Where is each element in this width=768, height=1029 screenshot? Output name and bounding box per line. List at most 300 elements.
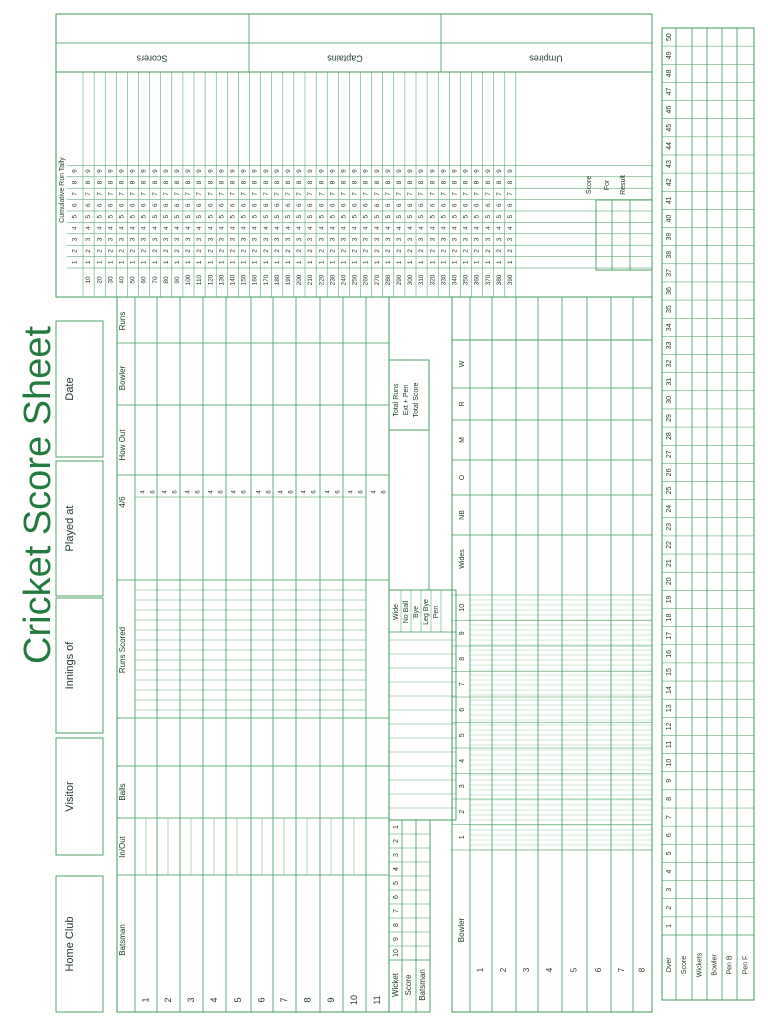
tally-digit: 3: [229, 237, 237, 242]
tally-digit: 8: [462, 180, 470, 185]
tally-digit: 3: [151, 237, 159, 242]
tally-row-label: 370: [484, 274, 492, 286]
tally-digit: 8: [396, 180, 404, 185]
tally-digit: 7: [251, 192, 259, 196]
tally-digit: 8: [373, 180, 381, 185]
tally-digit: 7: [296, 192, 304, 196]
tally-digit: 2: [107, 249, 115, 253]
over-summary-number: 46: [665, 105, 673, 114]
overs-label-3: Bowler: [711, 954, 719, 976]
over-summary-number: 50: [665, 33, 673, 41]
tally-row-label: 390: [507, 274, 515, 286]
tally-row-label: 300: [407, 274, 415, 286]
tally-digit: 4: [151, 226, 159, 230]
totals-label-0: Total Runs: [392, 383, 400, 417]
batting-header-bowler: Bowler: [118, 365, 128, 391]
tally-digit: 8: [340, 180, 348, 185]
six-label: 6: [218, 490, 225, 494]
tally-digit: 4: [507, 226, 515, 230]
tally-digit: 9: [495, 169, 503, 173]
six-label: 6: [241, 490, 248, 494]
tally-digit: 2: [140, 249, 148, 253]
tally-digit: 9: [196, 169, 204, 173]
tally-digit: 1: [396, 260, 404, 265]
tally-digit-header: 9: [71, 169, 79, 173]
tally-digit: 9: [484, 169, 492, 173]
tally-digit: 8: [473, 180, 481, 185]
tally-digit: 2: [273, 249, 281, 253]
tally-digit: 4: [262, 226, 270, 230]
tally-digit: 4: [240, 226, 248, 230]
tally-digit: 8: [318, 180, 326, 185]
tally-digit: 7: [273, 192, 281, 196]
tally-digit: 1: [495, 260, 503, 265]
over-number: 1: [458, 835, 466, 840]
tally-digit: 9: [451, 169, 459, 173]
tally-digit: 9: [507, 169, 515, 173]
tally-digit: 7: [140, 192, 148, 196]
tally-digit: 5: [340, 214, 348, 219]
tally-digit: 2: [396, 249, 404, 253]
tally-digit: 7: [174, 192, 182, 196]
tally-digit: 7: [351, 192, 359, 196]
tally-row-label: 40: [118, 276, 126, 284]
tally-digit: 3: [96, 237, 104, 242]
tally-digit: 9: [96, 169, 104, 173]
tally-row-label: 190: [285, 274, 293, 286]
tally-digit: 4: [207, 226, 215, 230]
tally-digit: 7: [262, 192, 270, 196]
tally-digit: 4: [174, 226, 182, 230]
header-box-label: Date: [63, 377, 76, 401]
tally-digit: 7: [318, 192, 326, 196]
tally-digit: 4: [285, 226, 293, 230]
tally-digit: 5: [240, 214, 248, 219]
tally-row-label: 50: [129, 276, 137, 284]
bowler-number: 5: [569, 967, 579, 973]
tally-digit: 5: [296, 214, 304, 219]
tally-row-label: 260: [362, 274, 370, 286]
official-label-1: Captains: [327, 53, 363, 64]
batsman-number: 11: [371, 995, 382, 1005]
tally-digit: 2: [418, 249, 426, 253]
over-number: 9: [458, 631, 466, 636]
tally-digit: 9: [174, 169, 182, 173]
tally-digit: 8: [407, 180, 415, 185]
tally-digit: 3: [307, 237, 315, 242]
fow-wicket-number: 7: [392, 909, 400, 913]
tally-digit-header: 5: [71, 214, 79, 219]
tally-digit: 6: [429, 203, 437, 208]
tally-digit: 1: [407, 260, 415, 265]
bowler-number: 7: [617, 967, 627, 973]
tally-digit: 3: [318, 237, 326, 242]
tally-digit: 3: [251, 237, 259, 242]
tally-row-label: 250: [351, 274, 359, 286]
tally-digit: 9: [273, 169, 281, 173]
result-box: [596, 200, 652, 270]
tally-digit: 5: [162, 214, 170, 219]
four-label: 4: [325, 490, 332, 494]
batting-header-balls: Balls: [118, 783, 128, 801]
tally-digit: 8: [118, 180, 126, 185]
tally-digit: 5: [118, 214, 126, 219]
tally-digit: 5: [451, 214, 459, 219]
tally-digit: 7: [329, 192, 337, 196]
tally-row-label: 360: [473, 274, 481, 286]
over-summary-number: 6: [665, 833, 673, 838]
tally-digit: 7: [85, 192, 93, 196]
tally-digit: 2: [429, 249, 437, 253]
tally-digit: 9: [285, 169, 293, 173]
tally-digit: 8: [507, 180, 515, 185]
tally-digit: 4: [462, 226, 470, 230]
tally-digit: 7: [384, 192, 392, 196]
tally-digit: 9: [318, 169, 326, 173]
tally-digit: 2: [162, 249, 170, 253]
over-summary-number: 1: [665, 923, 673, 928]
tally-digit: 6: [473, 203, 481, 208]
tally-digit: 3: [218, 237, 226, 242]
tally-digit: 6: [251, 203, 259, 208]
result-result-label: Result: [619, 175, 627, 195]
over-summary-number: 28: [665, 432, 673, 441]
tally-digit: 2: [351, 249, 359, 253]
tally-digit: 4: [318, 226, 326, 230]
four-label: 4: [162, 490, 169, 494]
tally-digit: 1: [384, 260, 392, 265]
tally-digit: 1: [262, 260, 270, 265]
four-label: 4: [278, 490, 285, 494]
tally-digit: 5: [351, 214, 359, 219]
over-summary-number: 44: [665, 142, 673, 150]
overs-label-1: Score: [680, 955, 688, 975]
tally-digit: 3: [273, 237, 281, 242]
tally-digit: 5: [495, 214, 503, 219]
tally-digit: 5: [140, 214, 148, 219]
extras-label-3: Leg Bye: [422, 599, 430, 625]
tally-digit: 9: [362, 169, 370, 173]
four-label: 4: [140, 490, 147, 494]
tally-digit: 7: [373, 192, 381, 196]
tally-digit: 5: [418, 214, 426, 219]
batsman-number: 1: [140, 997, 151, 1003]
tally-row-label: 30: [107, 276, 115, 284]
tally-digit: 5: [407, 214, 415, 219]
tally-digit: 1: [140, 260, 148, 265]
over-summary-number: 41: [665, 196, 673, 205]
tally-digit: 9: [473, 169, 481, 173]
bowling-header-3: M: [458, 437, 466, 443]
tally-digit: 9: [373, 169, 381, 173]
tally-digit: 6: [351, 203, 359, 208]
four-label: 4: [348, 490, 355, 494]
tally-row-label: 140: [229, 274, 237, 286]
tally-digit: 8: [362, 180, 370, 185]
tally-digit: 6: [207, 203, 215, 208]
tally-digit: 5: [285, 214, 293, 219]
tally-digit: 1: [307, 260, 315, 265]
tally-digit: 6: [418, 203, 426, 208]
six-label: 6: [172, 490, 179, 494]
tally-digit: 8: [185, 180, 193, 185]
tally-digit: 8: [384, 180, 392, 185]
over-summary-number: 31: [665, 377, 673, 386]
tally-digit: 6: [384, 203, 392, 208]
tally-row-label: 290: [396, 274, 404, 286]
tally-digit: 6: [229, 203, 237, 208]
tally-digit: 2: [296, 249, 304, 253]
tally-digit: 6: [340, 203, 348, 208]
six-label: 6: [195, 490, 202, 494]
tally-digit: 1: [151, 260, 159, 265]
tally-digit: 6: [495, 203, 503, 208]
tally-digit: 7: [196, 192, 204, 196]
tally-digit: 2: [495, 249, 503, 253]
tally-row-label: 80: [162, 276, 170, 284]
tally-digit: 5: [96, 214, 104, 219]
tally-digit: 6: [329, 203, 337, 208]
tally-digit: 6: [440, 203, 448, 208]
tally-row-label: 150: [240, 274, 248, 286]
tally-digit: 1: [185, 260, 193, 265]
tally-digit: 1: [329, 260, 337, 265]
tally-digit: 2: [307, 249, 315, 253]
tally-digit: 3: [484, 237, 492, 242]
tally-digit: 1: [318, 260, 326, 265]
tally-digit: 6: [185, 203, 193, 208]
tally-digit: 4: [162, 226, 170, 230]
tally-digit: 7: [484, 192, 492, 196]
tally-digit: 5: [207, 214, 215, 219]
tally-digit: 6: [96, 203, 104, 208]
tally-row-label: 70: [151, 276, 159, 284]
tally-digit: 9: [185, 169, 193, 173]
tally-digit: 4: [85, 226, 93, 230]
batting-header-batsman: Batsman: [118, 924, 128, 956]
batting-header-how-out: How Out: [118, 429, 128, 461]
bowler-number: 3: [522, 967, 532, 973]
tally-digit: 9: [85, 169, 93, 173]
tally-digit: 5: [462, 214, 470, 219]
tally-digit: 1: [418, 260, 426, 265]
over-summary-number: 4: [665, 869, 673, 874]
tally-digit: 1: [207, 260, 215, 265]
tally-digit: 8: [285, 180, 293, 185]
overs-label-4: Pen B: [726, 955, 734, 975]
tally-digit: 8: [418, 180, 426, 185]
tally-digit: 5: [329, 214, 337, 219]
tally-digit: 8: [451, 180, 459, 185]
tally-digit: 1: [429, 260, 437, 265]
tally-digit: 9: [162, 169, 170, 173]
tally-digit: 5: [196, 214, 204, 219]
batsman-number: 4: [208, 997, 219, 1003]
tally-digit: 9: [218, 169, 226, 173]
tally-digit: 2: [384, 249, 392, 253]
tally-digit: 6: [240, 203, 248, 208]
tally-digit: 4: [96, 226, 104, 230]
six-label: 6: [150, 490, 157, 494]
tally-digit: 4: [429, 226, 437, 230]
tally-digit: 5: [473, 214, 481, 219]
six-label: 6: [381, 490, 388, 494]
tally-digit: 9: [396, 169, 404, 173]
tally-digit: 3: [418, 237, 426, 242]
header-box-label: Home Club: [63, 916, 76, 972]
tally-digit: 7: [451, 192, 459, 196]
tally-digit: 5: [396, 214, 404, 219]
tally-digit-header: 4: [71, 226, 79, 230]
over-number: 6: [458, 707, 466, 712]
tally-digit: 2: [196, 249, 204, 253]
tally-digit: 1: [351, 260, 359, 265]
tally-digit: 4: [351, 226, 359, 230]
extras-label-4: Pen: [432, 605, 440, 619]
four-label: 4: [185, 490, 192, 494]
over-summary-number: 21: [665, 559, 673, 568]
tally-digit: 4: [107, 226, 115, 230]
over-summary-number: 33: [665, 341, 673, 350]
tally-digit: 7: [185, 192, 193, 196]
tally-row-label: 320: [429, 274, 437, 286]
tally-digit: 9: [407, 169, 415, 173]
tally-digit: 8: [107, 180, 115, 185]
tally-row-label: 340: [451, 274, 459, 286]
tally-row-label: 350: [462, 274, 470, 286]
tally-title: Cumulative Run Tally: [58, 157, 66, 223]
over-summary-number: 25: [665, 486, 673, 495]
tally-digit: 1: [362, 260, 370, 265]
tally-digit: 1: [462, 260, 470, 265]
tally-digit: 7: [129, 192, 137, 196]
over-summary-number: 35: [665, 305, 673, 314]
tally-digit: 8: [307, 180, 315, 185]
over-summary-number: 42: [665, 178, 673, 187]
tally-digit: 9: [440, 169, 448, 173]
tally-digit: 3: [407, 237, 415, 242]
tally-digit: 6: [296, 203, 304, 208]
tally-digit: 5: [151, 214, 159, 219]
overs-label-2: Wickets: [696, 952, 704, 978]
tally-digit: 8: [129, 180, 137, 185]
bowling-header-2: O: [458, 474, 466, 481]
tally-row-label: 90: [174, 276, 182, 284]
over-summary-number: 48: [665, 69, 673, 78]
six-label: 6: [266, 490, 273, 494]
tally-row-label: 330: [440, 274, 448, 286]
tally-digit: 4: [362, 226, 370, 230]
over-summary-number: 13: [665, 704, 673, 713]
tally-digit: 3: [340, 237, 348, 242]
tally-digit: 7: [107, 192, 115, 196]
tally-digit: 6: [140, 203, 148, 208]
tally-digit: 3: [207, 237, 215, 242]
tally-digit: 6: [85, 203, 93, 208]
tally-digit: 4: [185, 226, 193, 230]
tally-digit: 9: [240, 169, 248, 173]
tally-digit: 5: [440, 214, 448, 219]
tally-digit: 1: [229, 260, 237, 265]
over-summary-number: 38: [665, 250, 673, 259]
tally-row-label: 180: [273, 274, 281, 286]
tally-row-label: 130: [218, 274, 226, 286]
tally-digit: 4: [307, 226, 315, 230]
tally-digit: 7: [462, 192, 470, 196]
over-summary-number: 8: [665, 796, 673, 801]
fow-label-score: Score: [404, 974, 414, 996]
tally-row-label: 220: [318, 274, 326, 286]
tally-digit-header: 3: [71, 237, 79, 242]
over-number: 3: [458, 784, 466, 789]
over-summary-number: 40: [665, 214, 673, 223]
tally-digit: 4: [418, 226, 426, 230]
batsman-number: 8: [302, 997, 313, 1003]
tally-digit: 8: [140, 180, 148, 185]
over-summary-number: 14: [665, 686, 673, 695]
tally-digit: 6: [162, 203, 170, 208]
tally-digit: 3: [362, 237, 370, 242]
tally-digit: 8: [151, 180, 159, 185]
over-summary-number: 22: [665, 541, 673, 549]
tally-digit: 1: [484, 260, 492, 265]
tally-digit: 2: [96, 249, 104, 253]
over-summary-number: 7: [665, 815, 673, 820]
tally-digit: 2: [484, 249, 492, 253]
tally-digit: 9: [107, 169, 115, 173]
tally-digit: 6: [118, 203, 126, 208]
over-summary-number: 32: [665, 359, 673, 368]
tally-digit: 3: [329, 237, 337, 242]
bowling-header-0: Wides: [458, 549, 466, 569]
tally-digit: 3: [373, 237, 381, 242]
tally-digit: 5: [85, 214, 93, 219]
over-number: 8: [458, 656, 466, 661]
tally-digit: 7: [118, 192, 126, 196]
tally-digit: 1: [251, 260, 259, 265]
tally-digit: 6: [484, 203, 492, 208]
bowler-number: 2: [499, 967, 509, 973]
bowler-number: 1: [476, 967, 486, 973]
tally-digit: 4: [218, 226, 226, 230]
tally-digit: 3: [285, 237, 293, 242]
fow-wicket-number: 6: [392, 895, 400, 899]
tally-digit-header: 2: [71, 249, 79, 253]
tally-digit: 2: [251, 249, 259, 253]
tally-digit: 1: [473, 260, 481, 265]
tally-digit: 3: [396, 237, 404, 242]
overs-label-0: Over: [665, 957, 673, 973]
tally-digit: 2: [318, 249, 326, 253]
tally-row-label: 20: [96, 276, 104, 284]
bowling-header-bowler: Bowler: [457, 917, 467, 943]
tally-digit: 5: [174, 214, 182, 219]
tally-digit: 5: [307, 214, 315, 219]
tally-digit: 3: [440, 237, 448, 242]
tally-digit: 3: [462, 237, 470, 242]
tally-digit: 6: [307, 203, 315, 208]
tally-digit: 6: [373, 203, 381, 208]
tally-digit: 3: [129, 237, 137, 242]
tally-digit: 4: [373, 226, 381, 230]
tally-digit: 9: [384, 169, 392, 173]
over-summary-number: 10: [665, 758, 673, 767]
over-summary-number: 34: [665, 323, 673, 332]
bowling-header-4: R: [458, 401, 466, 407]
fow-label-batsman: Batsman: [418, 969, 428, 1001]
tally-digit: 7: [307, 192, 315, 196]
tally-digit: 4: [473, 226, 481, 230]
